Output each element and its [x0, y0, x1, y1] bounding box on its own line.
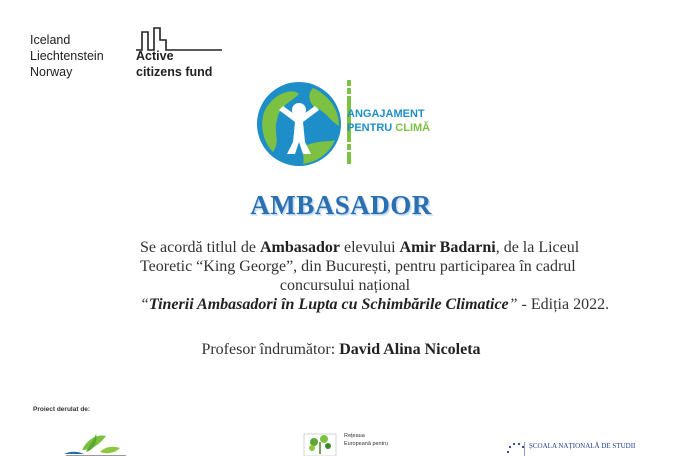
tree-network-icon: [300, 432, 340, 456]
network-name: [344, 432, 388, 448]
fund-name: [136, 48, 212, 80]
campaign-logo: [255, 78, 455, 168]
body-line-1: [140, 238, 580, 257]
leaf-logo-icon: [60, 430, 130, 456]
active-citizens-fund-logo: [30, 12, 230, 82]
quote-close: ”: [508, 296, 518, 313]
body-line-2: Teoretic “King George”, din București, pentru participarea în cadrul: [140, 258, 576, 275]
quote-open: “: [140, 296, 149, 313]
body-p1: Se acordă titlul de: [140, 239, 260, 256]
footer-label: Proiect derulat de:: [33, 406, 91, 413]
network-line2: Europeană pentru: [344, 441, 389, 447]
fund-name-line1: Active: [136, 49, 174, 63]
campaign-wordmark: [347, 107, 430, 135]
edition-text: - Ediția 2022.: [517, 296, 610, 313]
fund-name-line2: citizens fund: [136, 65, 213, 79]
teacher-name: David Alina Nicoleta: [339, 341, 481, 358]
network-logo: [300, 432, 400, 456]
funder-countries: [30, 32, 104, 80]
network-line1: Rețeaua: [344, 433, 365, 439]
campaign-line2: [347, 121, 430, 135]
body-line-4: [140, 295, 610, 314]
country-norway: Norway: [30, 65, 73, 79]
award-name: Ambasador: [259, 239, 340, 256]
body-p2: elevului: [339, 239, 400, 256]
country-liechtenstein: Liechtenstein: [30, 49, 104, 63]
campaign-line1: ANGAJAMENT: [347, 108, 425, 120]
teacher-label: Profesor îndrumător:: [201, 341, 340, 358]
campaign-line2-b: CLIMĂ: [395, 122, 431, 134]
certificate-body: [140, 238, 610, 314]
globe-person-icon: [255, 80, 343, 168]
stars-arc-icon: [505, 440, 525, 456]
school-name: ȘCOALA NAȚIONALĂ DE STUDII: [529, 442, 636, 450]
school-logo: [505, 440, 675, 456]
competition-name: Tinerii Ambasadori în Lupta cu Schimbările Climatice: [148, 296, 509, 313]
body-line-3: concursului național: [279, 277, 411, 294]
country-iceland: Iceland: [30, 33, 71, 47]
teacher-line: [0, 341, 682, 359]
student-name: Amir Badarni: [399, 239, 496, 256]
body-p3: , de la Liceul: [495, 239, 580, 256]
certificate-title: AMBASADOR: [250, 190, 432, 220]
campaign-line2-a: PENTRU: [347, 122, 396, 134]
